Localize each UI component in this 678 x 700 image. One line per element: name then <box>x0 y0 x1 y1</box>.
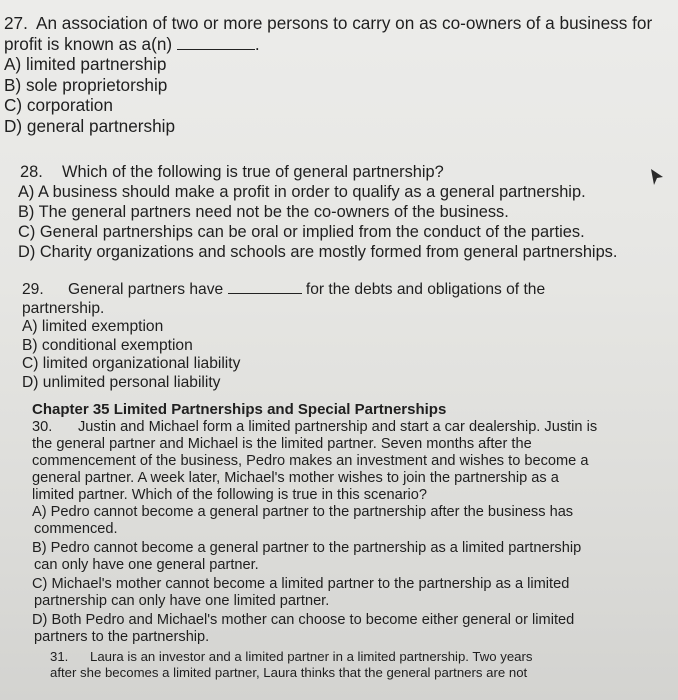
question-number: 30. <box>32 418 53 435</box>
question-text: limited partner. Which of the following is true in this scenario? <box>32 486 428 503</box>
question-30 <box>32 402 597 646</box>
option-a: A) A business should make a profit in order to qualify as a general partnership. <box>18 183 586 201</box>
question-text-end: . <box>254 33 260 54</box>
question-30-line-1 <box>32 419 597 436</box>
option-a: A) limited partnership <box>4 54 167 74</box>
question-27-line-2 <box>4 34 652 55</box>
question-text: General partners have <box>68 281 224 298</box>
question-27 <box>4 13 652 136</box>
chapter-heading: Chapter 35 Limited Partnerships and Special Partnerships <box>32 401 447 418</box>
question-number: 28. <box>20 163 43 181</box>
option-d-line-1: D) Both Pedro and Michael's mother can choose to become either general or limited <box>32 611 575 628</box>
cursor-arrow-icon <box>650 168 664 186</box>
option-d <box>32 612 597 646</box>
option-c: C) General partnerships can be oral or implied from the conduct of the parties. <box>18 223 585 241</box>
question-31-line-1 <box>50 649 533 665</box>
option-b: B) conditional exemption <box>22 336 193 354</box>
option-b <box>32 540 597 574</box>
option-a <box>32 504 597 538</box>
option-d: D) unlimited personal liability <box>22 373 221 391</box>
question-text: Laura is an investor and a limited partner in a limited partnership. Two years <box>90 649 533 664</box>
option-b-line-2: can only have one general partner. <box>34 557 259 574</box>
question-text: Justin and Michael form a limited partnership and start a car dealership. Justin is <box>78 418 598 435</box>
answer-blank <box>177 49 255 50</box>
option-b: B) sole proprietorship <box>4 74 168 95</box>
question-text: An association of two or more persons to carry on as co-owners of a business for <box>36 13 653 33</box>
question-text: after she becomes a limited partner, Laura thinks that the general partners are not <box>50 664 528 680</box>
option-c <box>32 576 597 610</box>
question-text: Which of the following is true of general partnership? <box>62 163 444 181</box>
question-29-line-1 <box>22 281 545 300</box>
option-c: C) corporation <box>4 95 113 115</box>
question-text-end: for the debts and obligations of the <box>305 281 546 298</box>
question-31 <box>50 649 533 680</box>
question-number: 29. <box>22 281 44 298</box>
question-number: 31. <box>50 649 69 664</box>
answer-blank <box>228 293 302 294</box>
question-28-line-1 <box>20 162 617 182</box>
question-28 <box>18 162 617 262</box>
option-a: A) limited exemption <box>22 318 164 336</box>
option-d-line-2: partners to the partnership. <box>34 628 210 645</box>
option-c-line-1: C) Michael's mother cannot become a limited partner to the partnership as a limited <box>32 576 570 593</box>
option-c-line-2: partnership can only have one limited partner. <box>34 592 330 609</box>
question-text: the general partner and Michael is the limited partner. Seven months after the <box>32 435 532 452</box>
option-d: D) Charity organizations and schools are mostly formed from general partnerships. <box>18 243 618 261</box>
question-29 <box>22 281 545 393</box>
option-a-line-2: commenced. <box>34 521 118 538</box>
question-text: partnership. <box>22 299 105 317</box>
option-c: C) limited organizational liability <box>22 355 241 373</box>
option-a-line-1: A) Pedro cannot become a general partner to the partnership after the business has <box>32 504 574 521</box>
question-number: 27. <box>4 13 28 33</box>
question-27-line-1 <box>4 13 652 34</box>
question-text: profit is known as a(n) <box>4 33 173 54</box>
option-b: B) The general partners need not be the co-owners of the business. <box>18 203 509 221</box>
question-text: general partner. A week later, Michael's mother wishes to join the partnership as a <box>32 469 559 486</box>
option-d: D) general partnership <box>4 115 176 136</box>
option-b-line-1: B) Pedro cannot become a general partner to the partnership as a limited partnership <box>32 540 582 557</box>
question-text: commencement of the business, Pedro makes an investment and wishes to become a <box>32 452 589 469</box>
